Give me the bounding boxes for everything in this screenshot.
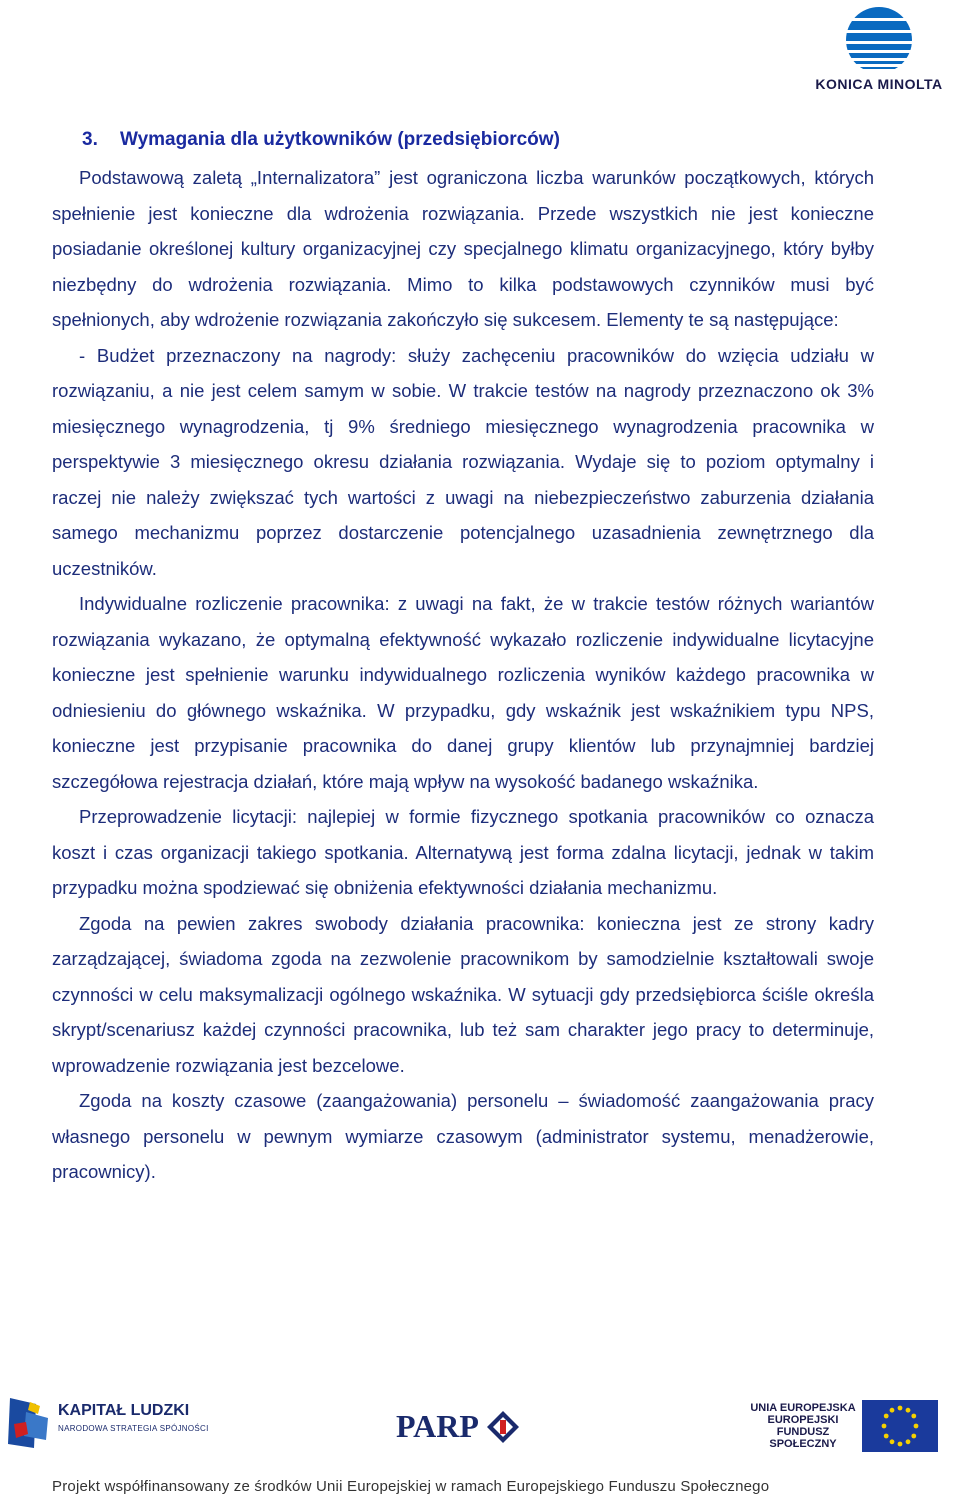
section-heading [82, 124, 874, 156]
footer [0, 1390, 960, 1495]
paragraph-time-cost: Zgoda na koszty czasowe (zaangażowania) personelu – świadomość zaangażowania pracy własnego personelu w pewnym wymiarze czasowym (administrator systemu, menadżerowie, pracownicy). [52, 1090, 874, 1182]
globe-icon [845, 6, 913, 74]
paragraph-auction: Przeprowadzenie licytacji: najlepiej w formie fizycznego spotkania pracowników co oznacza koszt i czas organizacji takiego spotkania. Alternatywą jest forma zdalna licytacji, jednak w takim przypadku można spodziewać się obniżenia efektywności działania mechanizmu. [52, 806, 874, 898]
kapital-ludzki-logo [6, 1394, 209, 1454]
paragraph-intro: Podstawową zaletą „Internalizatora” jest ograniczona liczba warunków początkowych, których spełnienie jest konieczne dla wdrożenia rozwiązania. Przede wszystkich nie jest konieczne posiadanie określonej kultury organizacyjnej czy specjalnego klimatu organizacyjnego, który byłby niezbędny do wdrożenia rozwiązania. Mimo to kilka podstawowych czynników musi być spełnionych, aby wdrożenie rozwiązania zakończyło się sukcesem. Elementy te są następujące: [52, 167, 874, 330]
parp-emblem-icon [486, 1410, 520, 1444]
paragraph-freedom-consent: Zgoda na pewien zakres swobody działania pracownika: konieczna jest ze strony kadry zarządzającej, świadoma zgoda na zezwolenie pracownikom by samodzielnie kształtowali swoje czynności w celu maksymalizacji ogólnego wskaźnika. W sytuacji gdy przedsiębiorca ściśle określa skrypt/scenariusz każdej czynności pracownika, lub też sam charakter jego pracy to determinuje, wprowadzenie rozwiązania jest bezcelowe. [52, 912, 874, 1076]
document-body [52, 124, 874, 1190]
eu-line-1: UNIA EUROPEJSKA [750, 1402, 856, 1414]
funding-note: Projekt współfinansowany ze środków Unii Europejskiej w ramach Europejskiego Funduszu Społecznego [52, 1478, 770, 1495]
parp-text: PARP [396, 1408, 479, 1444]
parp-logo [396, 1408, 536, 1458]
eu-logo [748, 1400, 948, 1460]
eu-text [748, 1402, 858, 1450]
paragraph-individual-settlement: Indywidualne rozliczenie pracownika: z uwagi na fakt, że w trakcie testów różnych wariantów rozwiązania wykazano, że optymalną efektywność wykazało rozliczenie indywidualne licytacyjne konieczne jest spełnienie warunku indywidualnego rozliczenia wyników każdego pracownika w odniesieniu do głównego wskaźnika. W przypadku, gdy wskaźnik jest wskaźnikiem typu NPS, konieczne jest przypisanie pracownika do danej grupy klientów lub przynajmniej bardziej szczegółowa rejestracja działań, które mają wpływ na wysokość badanego wskaźnika. [52, 593, 874, 792]
paragraph-budget: - Budżet przeznaczony na nagrody: służy zachęceniu pracowników do wzięcia udziału w rozwiązaniu, a nie jest celem samym w sobie. W trakcie testów na nagrody przeznaczono ok 3% miesięcznego wynagrodzenia, tj 9% średniego miesięcznego wynagrodzenia pracownika w perspektywie 3 miesięcznego okresu działania rozwiązania. Wydaje się to poziom optymalny i raczej nie należy zwiększać tych wartości z uwagi na niebezpieczeństwo zaburzenia działania samego mechanizmu poprzez dostarczenie potencjalnego uzasadnienia zewnętrznego dla uczestników. [52, 344, 874, 579]
konica-minolta-logo [804, 6, 954, 96]
section-title: Wymagania dla użytkowników (przedsiębiorców) [120, 129, 560, 150]
kapital-ludzki-emblem-icon [6, 1394, 52, 1452]
kapital-ludzki-subtitle: NARODOWA STRATEGIA SPÓJNOŚCI [58, 1424, 209, 1433]
section-number: 3. [82, 129, 98, 150]
kapital-ludzki-title: KAPITAŁ LUDZKI [58, 1402, 190, 1419]
brand-name: KONICA MINOLTA [815, 76, 943, 92]
eu-flag-icon [862, 1400, 938, 1452]
eu-line-2: EUROPEJSKI [767, 1414, 839, 1426]
eu-line-3: FUNDUSZ SPOŁECZNY [769, 1426, 837, 1450]
